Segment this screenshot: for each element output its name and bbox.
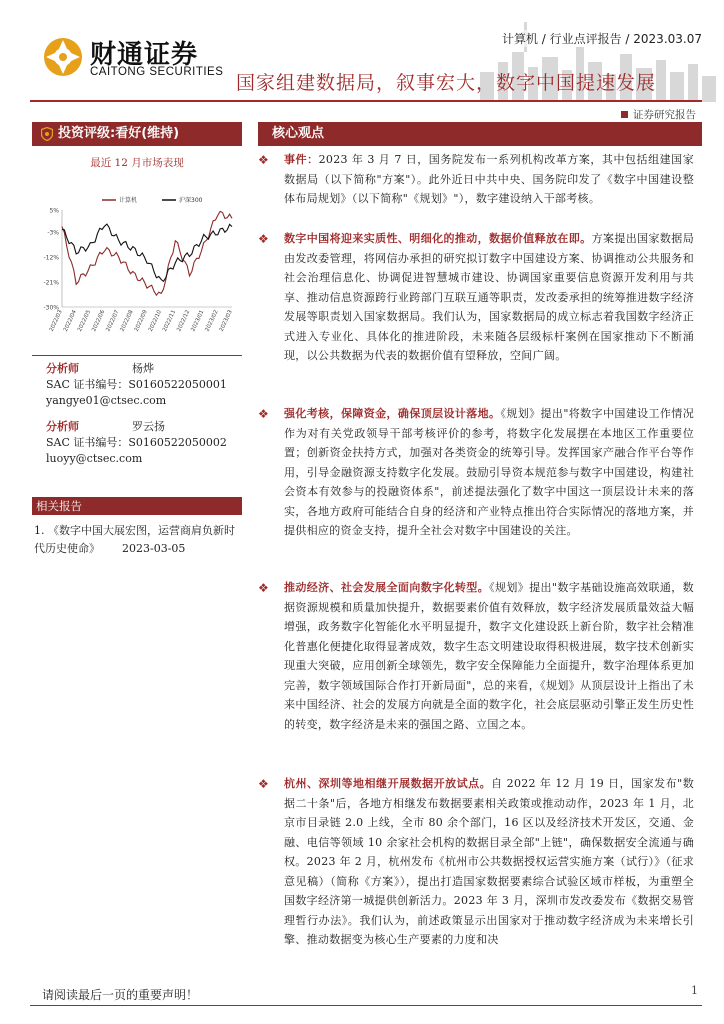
analyst-role: 分析师 xyxy=(46,420,79,433)
core-point xyxy=(284,229,694,366)
document-type-label: 证券研究报告 xyxy=(633,109,696,121)
performance-chart xyxy=(32,192,242,334)
core-views-title: 核心观点 xyxy=(272,126,325,141)
chart-series xyxy=(62,211,232,295)
core-point xyxy=(284,578,694,734)
investment-rating-label: 投资评级:看好(维持) xyxy=(58,126,180,141)
chart-x-tick-label: 2022/05 xyxy=(77,309,93,333)
analyst-email[interactable]: yangye01@ctsec.com xyxy=(46,394,167,407)
chart-x-tick-label: 2023/02 xyxy=(204,309,220,333)
chart-x-tick-label: 2022/04 xyxy=(62,309,78,333)
chart-x-tick-label: 2022/09 xyxy=(133,309,149,333)
chart-legend-label: 沪深300 xyxy=(179,197,203,204)
analyst-sac: SAC 证书编号：S0160522050001 xyxy=(46,378,227,391)
page-number: 1 xyxy=(691,984,698,997)
analyst-email[interactable]: luoyy@ctsec.com xyxy=(46,452,143,465)
report-title: 国家组建数据局，叙事宏大，数字中国提速发展 xyxy=(236,72,657,94)
core-point-body: 方案提出国家数据局由发改委管理，将网信办承担的研究拟订数字中国建设方案、协调推动公共服务和社会治理信息化、协调促进智慧城市建设、协调国家重要信息资源开发利用与共享、推动信息资源跨行业跨部门互联互通等职责，发改委承担的统筹推进数字经济发展等职责划入国家数据局。我们认为，国家数据局的成立标志着我国数字经济正式进入专业化、具体化的推进阶段，未来随各层级标杆案例在国家推动下不断涌现，以公共数据为代表的数据价值有望释放，空间广阔。 xyxy=(284,232,694,362)
chart-x-tick-label: 2022/06 xyxy=(91,309,107,333)
core-point-heading: 数字中国将迎来实质性、明细化的推动，数据价值释放在即。 xyxy=(284,232,592,245)
core-point-body: 2023 年 3 月 7 日，国务院发布一系列机构改革方案，其中包括组建国家数据局（以下简称"方案"）。此外近日中共中央、国务院印发了《数字中国建设整体布局规划》（以下简称"《规划》"），数字建设纳入干部考核。 xyxy=(284,153,694,205)
caitong-logo-icon xyxy=(42,36,84,78)
chart-x-tick-label: 2022/03 xyxy=(48,309,64,333)
analyst-card xyxy=(46,362,227,408)
chart-x-ticks xyxy=(49,309,234,333)
chart-x-tick-label: 2022/07 xyxy=(105,309,121,333)
performance-chart-title: 最近 12 月市场表现 xyxy=(90,157,184,169)
chart-legend xyxy=(102,196,203,204)
chart-y-tick-label: -3% xyxy=(47,229,59,237)
report-category-date: 计算机 / 行业点评报告 / 2023.03.07 xyxy=(501,32,702,46)
footer-divider xyxy=(30,1005,702,1006)
core-point xyxy=(284,404,694,541)
disclaimer-notice: 请阅读最后一页的重要声明！ xyxy=(42,988,199,1002)
chart-series-line xyxy=(62,211,232,295)
core-point xyxy=(284,150,694,209)
document-type xyxy=(621,107,696,122)
core-views-heading xyxy=(258,122,702,146)
core-point-body: 《规划》提出"数字基础设施高效联通，数据资源规模和质量加快提升，数据要素价值有效释放，数字经济发展质量效益大幅增强，政务数字化智能化水平明显提升，数字文化建设跃上新台阶，数字社会精准化普惠化便捷化取得显著成效，数字生态文明建设取得积极进展，数字技术创新实现重大突破，应用创新全球领先，数字安全保障能力全面提升，数字治理体系更加完善，数字领域国际合作打开新局面"，总的来看，《规划》从顶层设计上指出了未来中国经济、社会的发展方向就是全面的数字化，社会底层驱动引擎正发生历史性的转变，数字经济是未来的强国之路、立国之本。 xyxy=(284,581,694,731)
core-point-heading: 强化考核，保障资金，确保顶层设计落地。 xyxy=(284,407,501,420)
chart-y-tick-label: -30% xyxy=(43,304,59,312)
section-divider xyxy=(32,355,242,356)
related-report-title[interactable]: 1. 《数字中国大展宏图，运营商肩负新时代历史使命》 xyxy=(34,524,235,555)
diamond-bullet-icon: ❖ xyxy=(258,153,269,167)
related-report-item[interactable] xyxy=(34,522,242,558)
core-point-heading: 杭州、深圳等地相继开展数据开放试点。 xyxy=(284,777,492,790)
square-icon xyxy=(621,111,628,118)
chart-legend-label: 计算机 xyxy=(119,197,138,204)
core-point-heading: 事件： xyxy=(284,153,319,166)
core-point-heading: 推动经济、社会发展全面向数字化转型。 xyxy=(284,581,490,594)
shield-icon xyxy=(41,127,53,141)
core-point-body: 自 2022 年 12 月 19 日，国家发布"数据二十条"后，各地方相继发布数据要素相关政策或推动动作，2023 年 1 月，北京市目录链 2.0 上线，全市 80 余个部门，16 区以及经济技术开发区，交通、金融、电信等领域 10 余家社会机构的数据目录全部"上链"，确保数据安全流通与确权。2023 年 2 月，杭州发布《杭州市公共数据授权运营实施方案（试行）》（征求意见稿）（简称《方案》），提出打造国家数据要素综合试验区域市样板，为重塑全国数字经济第一城提供创新活力。2023 年 3 月，深圳市发改委发布《数据交易管理暂行办法》。我们认为，前述政策显示出国家对于推动数字经济成为未来增长引擎、推动数据变为核心生产要素的力度和决 xyxy=(284,777,694,946)
chart-x-tick-label: 2022/11 xyxy=(162,309,178,333)
chart-x-tick-label: 2023/03 xyxy=(218,309,234,333)
related-report-date: 2023-03-05 xyxy=(122,542,186,555)
chart-x-tick-label: 2023/01 xyxy=(190,309,206,333)
analyst-name: 杨烨 xyxy=(132,362,154,375)
diamond-bullet-icon: ❖ xyxy=(258,407,269,421)
investment-rating xyxy=(32,122,242,146)
chart-axes xyxy=(62,210,232,307)
diamond-bullet-icon: ❖ xyxy=(258,777,269,791)
chart-x-tick-label: 2022/12 xyxy=(176,309,192,333)
core-point-body: 《规划》提出"将数字中国建设工作情况作为对有关党政领导干部考核评价的参考，将数字化发展摆在本地区工作重要位置；创新资金扶持方式，加强对各类资金的统筹引导。发挥国家产融合作平台等作用，引导金融资源支持数字化发展。鼓励引导资本规范参与数字中国建设，构建社会资本有效参与的投融资体系"，前述提法强化了数字中国这一顶层设计未来的落实，各地方政府可能结合自身的经济和产业特点推出符合实际情况的落地方案，并提供相应的资金支持，提升全社会对数字中国建设的关注。 xyxy=(284,407,694,537)
brand-name-en: CAITONG SECURITIES xyxy=(90,66,224,78)
analyst-role: 分析师 xyxy=(46,362,79,375)
chart-y-ticks xyxy=(43,208,59,312)
core-point xyxy=(284,774,694,956)
chart-x-tick-label: 2022/10 xyxy=(147,309,163,333)
analyst-card xyxy=(46,420,227,466)
chart-y-tick-label: -12% xyxy=(43,254,59,262)
diamond-bullet-icon: ❖ xyxy=(258,581,269,595)
analyst-sac: SAC 证书编号：S0160522050002 xyxy=(46,436,227,449)
chart-y-tick-label: -21% xyxy=(43,279,59,287)
analyst-name: 罗云扬 xyxy=(132,420,165,433)
diamond-bullet-icon: ❖ xyxy=(258,232,269,246)
chart-x-tick-label: 2022/08 xyxy=(119,309,135,333)
brand-name-cn: 财通证券 xyxy=(90,40,199,70)
header-divider xyxy=(30,100,702,102)
chart-y-tick-label: 5% xyxy=(49,207,59,215)
related-reports-heading: 相关报告 xyxy=(32,497,242,515)
